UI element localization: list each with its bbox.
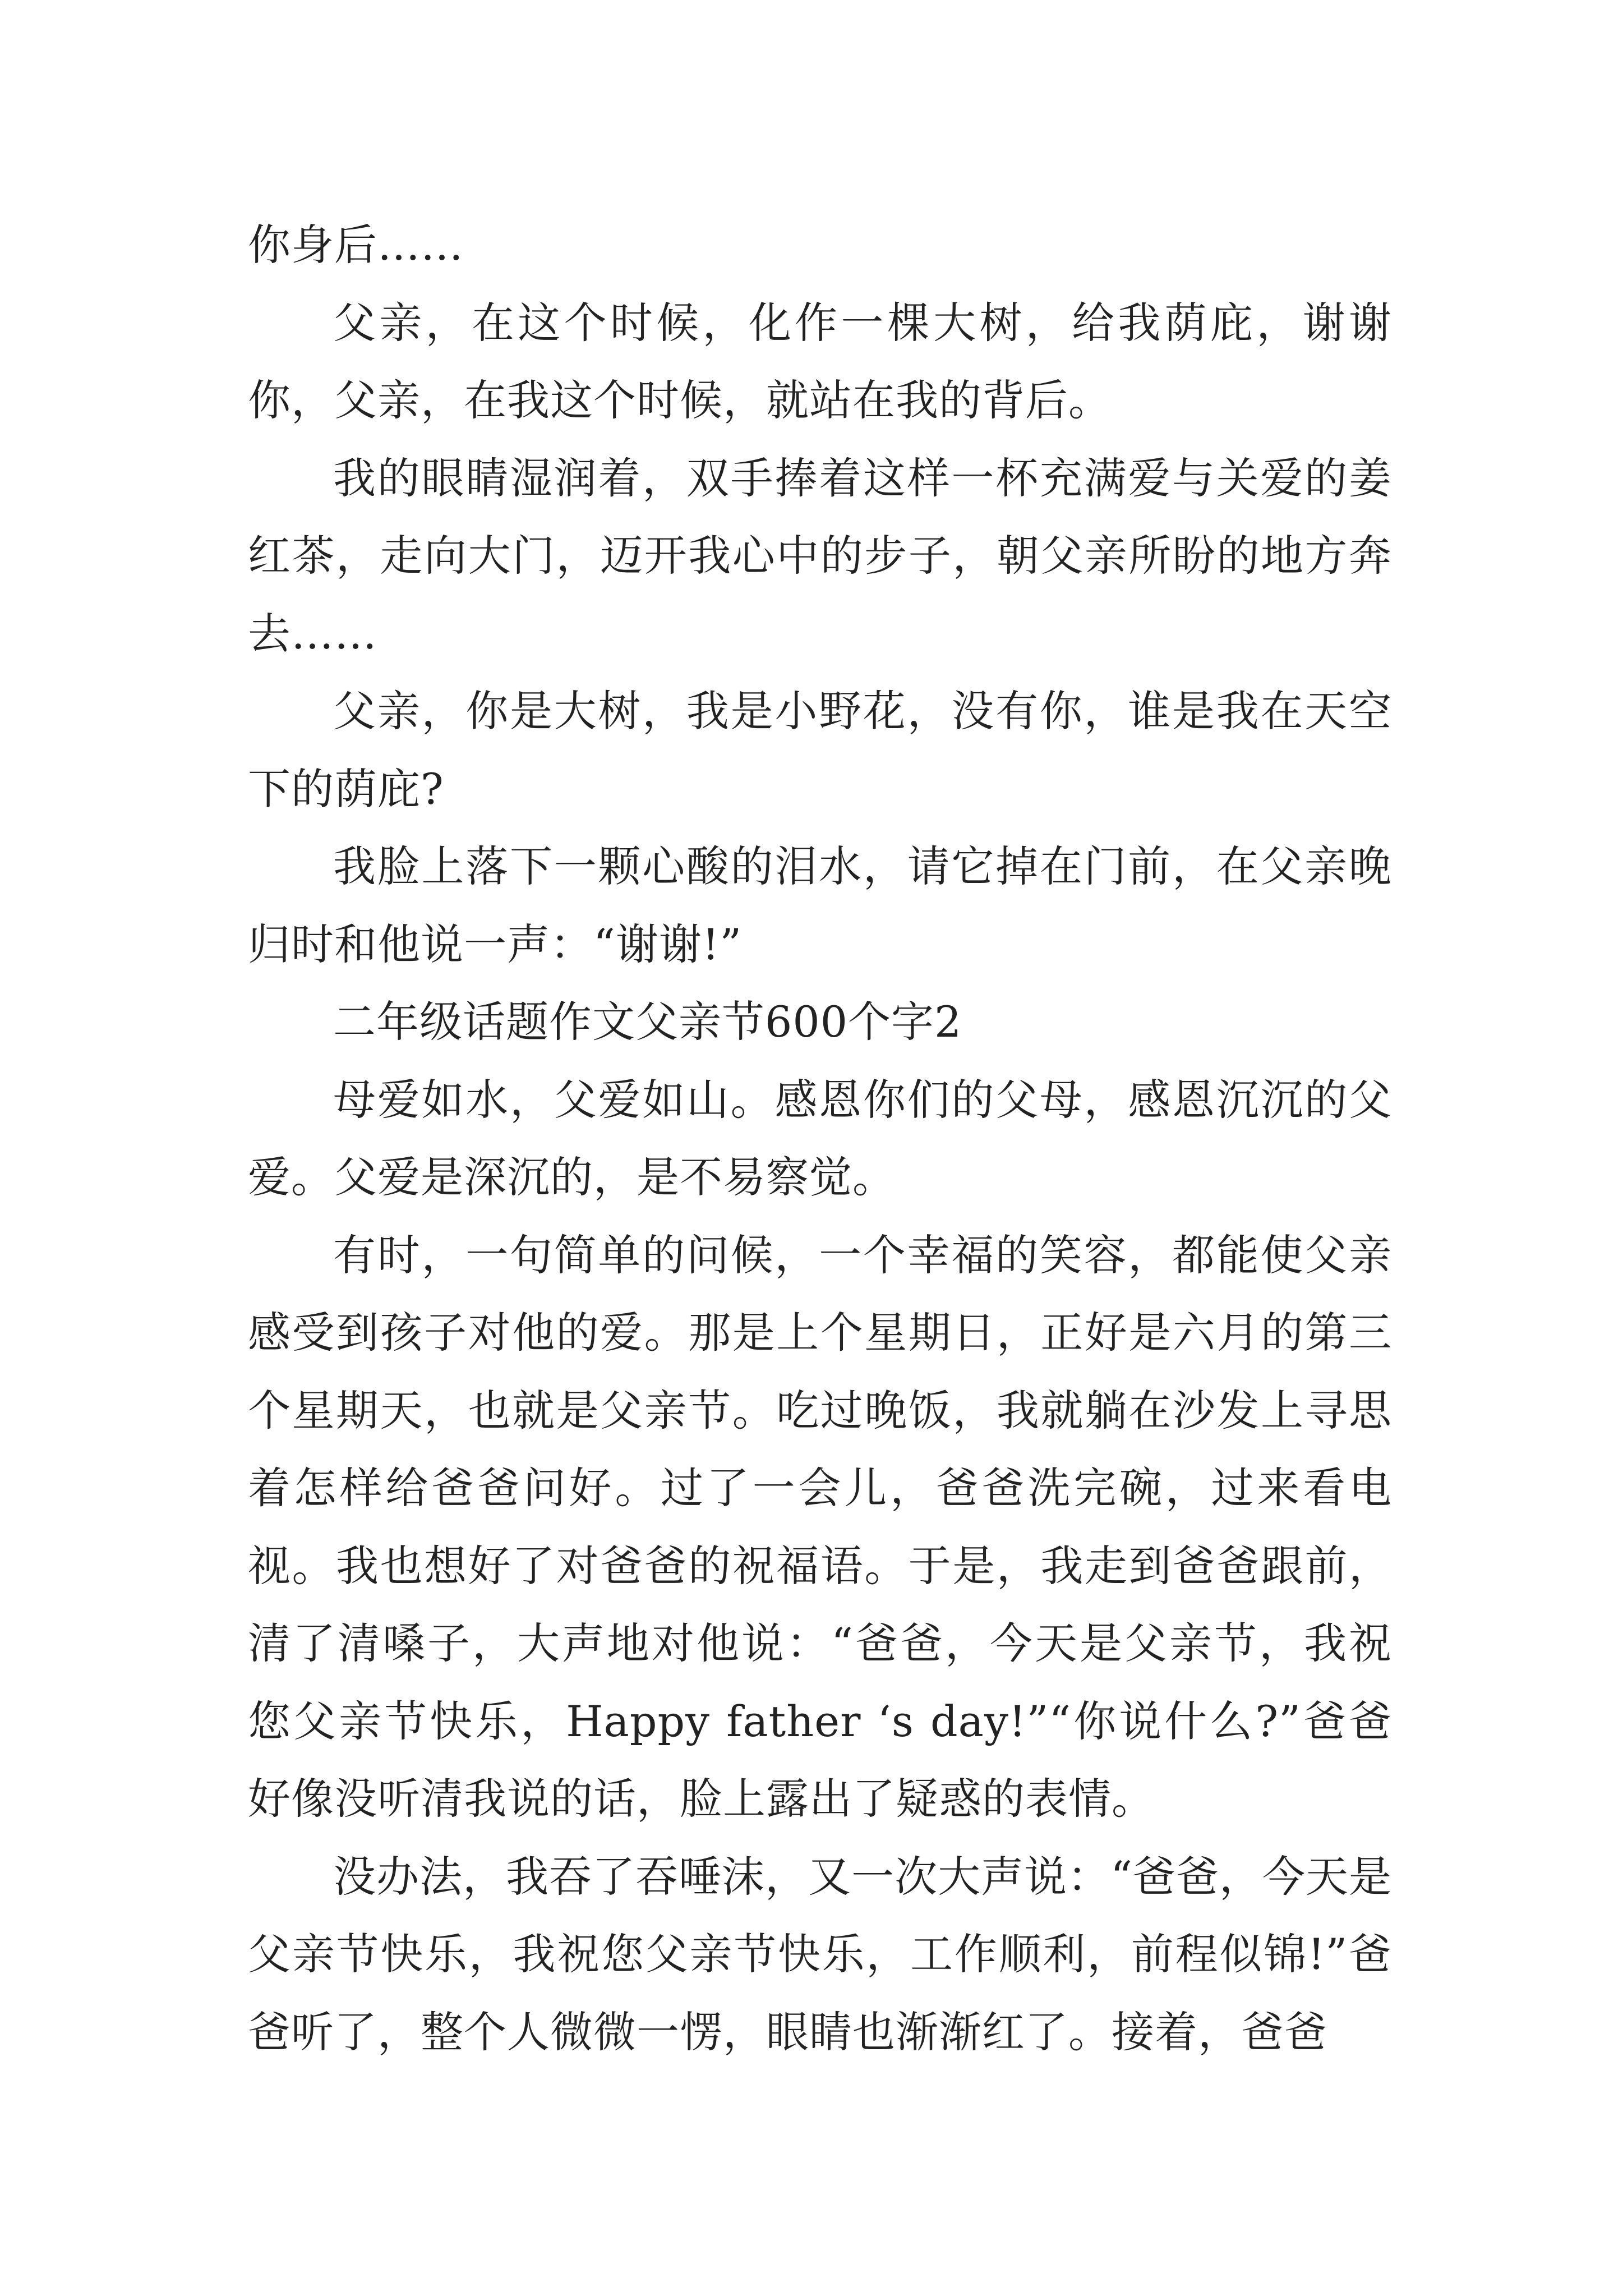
paragraph-4: 父亲，你是大树，我是小野花，没有你，谁是我在天空下的荫庇? [248,686,1392,814]
paragraph-6: 母爱如水，父爱如山。感恩你们的父母，感恩沉沉的父爱。父爱是深沉的，是不易察觉。 [248,1074,1392,1202]
section-heading: 二年级话题作文父亲节600个字2 [333,997,962,1047]
paragraph-1: 你身后…… [248,220,464,270]
paragraph-2: 父亲，在这个时候，化作一棵大树，给我荫庇，谢谢你，父亲，在我这个时候，就站在我的背后。 [248,297,1392,425]
document-body [248,206,1392,2071]
paragraph-7: 有时，一句简单的问候，一个幸福的笑容，都能使父亲感受到孩子对他的爱。那是上个星期日，正好是六月的第三个星期天，也就是父亲节。吃过晚饭，我就躺在沙发上寻思着怎样给爸爸问好。过了一会儿，爸爸洗完碗，过来看电视。我也想好了对爸爸的祝福语。于是，我走到爸爸跟前，清了清嗓子，大声地对他说：“爸爸，今天是父亲节，我祝您父亲节快乐，Happy father ‘s day!”“你说什么?”爸爸好像没听清我说的话，脸上露出了疑惑的表情。 [248,1230,1392,1824]
paragraph-5: 我脸上落下一颗心酸的泪水，请它掉在门前，在父亲晚归时和他说一声：“谢谢!” [248,841,1392,969]
paragraph-8: 没办法，我吞了吞唾沫，又一次大声说：“爸爸，今天是父亲节快乐，我祝您父亲节快乐，工作顺利，前程似锦!”爸爸听了，整个人微微一愣，眼睛也渐渐红了。接着，爸爸 [248,1851,1392,2057]
paragraph-3: 我的眼睛湿润着，双手捧着这样一杯充满爱与关爱的姜红茶，走向大门，迈开我心中的步子，朝父亲所盼的地方奔去…… [248,453,1392,659]
